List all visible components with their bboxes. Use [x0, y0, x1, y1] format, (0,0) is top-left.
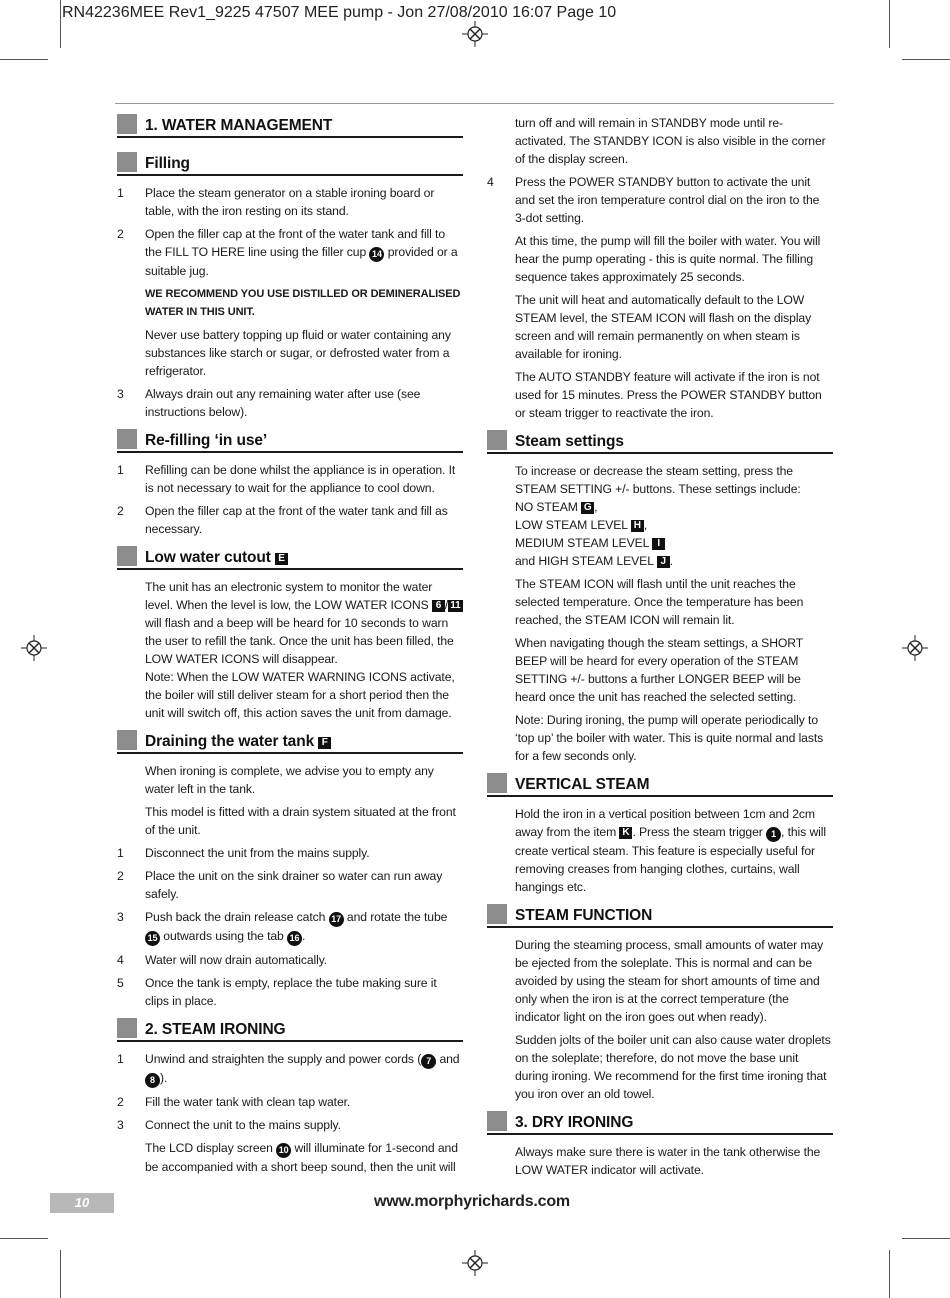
page-number: 10 — [50, 1193, 114, 1213]
title-text: Low water cutout — [145, 549, 271, 566]
part-ref-badge: 1 — [766, 827, 781, 842]
text-run: Push back the drain release catch — [145, 910, 326, 924]
text-run: will illuminate for 1-second and be accompanied with a short beep sound, then the unit will — [145, 1141, 458, 1174]
steam-level-line — [515, 498, 833, 516]
text-run: , — [643, 518, 648, 532]
title-text: Draining the water tank — [145, 733, 315, 750]
item-text — [145, 225, 463, 280]
crop-mark-bottom-right-v — [889, 1250, 890, 1298]
text-run: outwards using the tab — [163, 929, 284, 943]
list-item — [117, 502, 463, 538]
section-steam-function-heading — [487, 904, 833, 928]
list-item — [117, 225, 463, 280]
list-item — [117, 1050, 463, 1088]
section-dry-ironing-heading — [487, 1111, 833, 1135]
item-number: 1 — [117, 846, 124, 860]
text-run: To increase or decrease the steam setting, press the STEAM SETTING +/- buttons. These settings include: — [515, 464, 801, 496]
footer-url: www.morphyrichards.com — [374, 1193, 570, 1210]
print-header: RN42236MEE Rev1_9225 47507 MEE pump - Jon 27/08/2010 16:07 Page 10 — [62, 4, 617, 21]
paragraph: Note: During ironing, the pump will operate periodically to ‘top up’ the boiler with water. This is quite normal and lasts for a few seconds only. — [515, 713, 824, 763]
section-title: STEAM FUNCTION — [515, 907, 653, 924]
crop-mark-bottom-left-h — [0, 1238, 48, 1239]
item-text: Fill the water tank with clean tap water. — [145, 1095, 351, 1109]
item-number: 4 — [487, 175, 494, 189]
paragraph: The STEAM ICON will flash until the unit reaches the selected temperature. Once the temperature has been reached, the STEAM ICON will remain lit. — [515, 577, 804, 627]
heading-block-icon — [487, 1111, 507, 1131]
item-text: Place the steam generator on a stable ironing board or table, with the iron resting on its stand. — [145, 186, 435, 218]
list-item — [117, 844, 463, 862]
part-ref-badge: 16 — [287, 931, 302, 946]
registration-mark-bottom — [462, 1250, 488, 1276]
text-run: , this will create vertical steam. This feature is especially useful for removing creases from hanging clothes, curtains, wall hangings etc. — [515, 825, 826, 894]
heading-block-icon — [117, 429, 137, 449]
item-number: 5 — [117, 976, 124, 990]
warning-text: WE RECOMMEND YOU USE DISTILLED OR DEMINERALISED WATER IN THIS UNIT. — [145, 288, 461, 318]
paragraph: Note: When the LOW WATER WARNING ICONS activate, the boiler will still deliver steam for a short period then the unit will switch off, this action saves the unit from damage. — [145, 670, 455, 720]
item-number: 1 — [117, 1052, 124, 1066]
heading-block-icon — [487, 430, 507, 450]
section-title: Re-filling ‘in use’ — [145, 432, 268, 449]
figure-ref-badge: E — [275, 553, 288, 565]
part-ref-badge: 10 — [276, 1143, 291, 1158]
top-rule — [115, 103, 834, 104]
text-run: The LCD display screen — [145, 1141, 273, 1155]
part-ref-badge: 8 — [145, 1073, 160, 1088]
registration-mark-top — [462, 21, 488, 47]
text-run: will flash and a beep will be heard for 10 seconds to warn the user to refill the tank. Once the unit has been filled, the LOW WATER ICONS will disappear. — [145, 616, 454, 666]
paragraph: This model is fitted with a drain system situated at the front of the unit. — [145, 805, 456, 837]
item-text: Open the filler cap at the front of the water tank and fill as necessary. — [145, 504, 448, 536]
text-run: . — [669, 554, 674, 568]
registration-mark-right — [902, 635, 928, 661]
section-title: Steam settings — [515, 433, 624, 450]
item-number: 2 — [117, 227, 124, 241]
section-title: 3. DRY IRONING — [515, 1114, 634, 1131]
paragraph: The unit will heat and automatically default to the LOW STEAM level, the STEAM ICON will flash on the display screen and will remain permanently on when steam is available for ironing. — [515, 293, 812, 361]
item-text: Press the POWER STANDBY button to activate the unit and set the iron temperature control dial on the iron to the 3-dot setting. — [515, 175, 820, 225]
list-item — [117, 461, 463, 497]
item-number: 2 — [117, 1095, 124, 1109]
figure-ref-badge: G — [581, 502, 594, 514]
item-text — [145, 1050, 463, 1088]
item-text: Refilling can be done whilst the appliance is in operation. It is not necessary to wait for the appliance to cool down. — [145, 463, 456, 495]
text-run: and HIGH STEAM LEVEL — [515, 554, 654, 568]
paragraph: Always make sure there is water in the tank otherwise the LOW WATER indicator will activate. — [515, 1145, 821, 1177]
section-title — [145, 548, 288, 568]
heading-block-icon — [117, 730, 137, 750]
text-run: . — [302, 929, 306, 943]
section-title: VERTICAL STEAM — [515, 776, 650, 793]
paragraph: When ironing is complete, we advise you to empty any water left in the tank. — [145, 764, 434, 796]
list-item — [117, 1116, 463, 1134]
item-text: Connect the unit to the mains supply. — [145, 1118, 341, 1132]
section-refilling-heading — [117, 429, 463, 453]
item-text: Always drain out any remaining water after use (see instructions below). — [145, 387, 421, 419]
text-run: MEDIUM STEAM LEVEL — [515, 536, 649, 550]
text-run: Hold the iron in a vertical position between 1cm and 2cm away from the item — [515, 807, 815, 839]
text-run: . Press the steam trigger — [632, 825, 763, 839]
figure-ref-badge: I — [652, 538, 665, 550]
heading-block-icon — [487, 773, 507, 793]
item-text: Water will now drain automatically. — [145, 953, 328, 967]
section-vertical-steam-heading — [487, 773, 833, 797]
section-steam-settings-heading — [487, 430, 833, 454]
paragraph: The AUTO STANDBY feature will activate if the iron is not used for 15 minutes. Press the POWER STANDBY button or steam trigger to reactivate the iron. — [515, 370, 822, 420]
crop-mark-bottom-right-h — [902, 1238, 950, 1239]
heading-block-icon — [487, 904, 507, 924]
paragraph — [145, 1139, 463, 1176]
paragraph: When navigating though the steam settings, a SHORT BEEP will be heard for every operation of the STEAM SETTING +/- buttons a further LONGER BEEP will be heard once the unit has reached the selected setting. — [515, 636, 803, 704]
part-ref-badge: 14 — [369, 247, 384, 262]
paragraph: Sudden jolts of the boiler unit can also cause water droplets on the soleplate; therefore, do not move the base unit during ironing. We recommend for the first time ironing that you iron over an old towel. — [515, 1033, 831, 1101]
list-item — [117, 184, 463, 220]
text-run: provided or a suitable jug. — [145, 245, 458, 278]
list-item — [487, 173, 833, 227]
text-run: LOW STEAM LEVEL — [515, 518, 628, 532]
text-run: Unwind and straighten the supply and power cords ( — [145, 1052, 422, 1066]
heading-block-icon — [117, 152, 137, 172]
section-low-water-heading — [117, 546, 463, 570]
right-column — [487, 114, 833, 1184]
text-run: Open the filler cap at the front of the water tank and fill to the FILL TO HERE line using the filler cup — [145, 227, 446, 259]
registration-mark-left — [21, 635, 47, 661]
crop-mark-top-left-v — [60, 0, 61, 48]
heading-block-icon — [117, 1018, 137, 1038]
heading-block-icon — [117, 546, 137, 566]
item-number: 3 — [117, 387, 124, 401]
list-item — [117, 867, 463, 903]
item-number: 2 — [117, 504, 124, 518]
crop-mark-top-right-h — [902, 59, 950, 60]
section-filling-heading — [117, 152, 463, 176]
section-steam-ironing-heading — [117, 1018, 463, 1042]
list-item — [117, 908, 463, 946]
icon-ref-badge: 11 — [450, 600, 461, 611]
figure-ref-badge: F — [318, 737, 331, 749]
item-text — [145, 908, 463, 946]
steam-level-line — [515, 534, 833, 552]
list-item — [117, 974, 463, 1010]
part-ref-badge: 15 — [145, 931, 160, 946]
part-ref-badge: 7 — [421, 1054, 436, 1069]
figure-ref-badge: H — [631, 520, 644, 532]
paragraph — [515, 805, 833, 896]
item-text: Disconnect the unit from the mains supply. — [145, 846, 370, 860]
steam-level-line — [515, 516, 833, 534]
section-draining-heading — [117, 730, 463, 754]
item-text: Once the tank is empty, replace the tube making sure it clips in place. — [145, 976, 437, 1008]
left-column — [117, 114, 463, 1181]
item-number: 4 — [117, 953, 124, 967]
heading-block-icon — [117, 114, 137, 134]
section-title — [145, 732, 331, 752]
crop-mark-top-right-v — [889, 0, 890, 48]
steam-level-line — [515, 552, 833, 570]
paragraph — [515, 462, 833, 570]
text-run: and rotate the tube — [346, 910, 448, 924]
text-run: , — [594, 500, 598, 514]
item-number: 3 — [117, 1118, 124, 1132]
list-item — [117, 385, 463, 421]
item-text: Place the unit on the sink drainer so water can run away safely. — [145, 869, 443, 901]
section-title: 1. WATER MANAGEMENT — [145, 117, 333, 134]
paragraph: Never use battery topping up fluid or water containing any substances like starch or sugar, or defrosted water from a refrigerator. — [145, 328, 451, 378]
text-run: The unit has an electronic system to monitor the water level. When the level is low, the LOW WATER ICONS — [145, 580, 433, 612]
crop-mark-top-left-h — [0, 59, 48, 60]
paragraph: During the steaming process, small amounts of water may be ejected from the soleplate. This is normal and can be avoided by using the steam for short amounts of time and only when the iron is at the correct temperature (the indicator light on the iron goes out when ready). — [515, 938, 824, 1024]
section-title: 2. STEAM IRONING — [145, 1021, 286, 1038]
figure-ref-badge: K — [619, 827, 632, 839]
text-run: / — [444, 598, 449, 612]
list-item — [117, 1093, 463, 1111]
section-title: Filling — [145, 155, 190, 172]
paragraph: turn off and will remain in STANDBY mode until re-activated. The STANDBY ICON is also visible in the corner of the display screen. — [515, 116, 826, 166]
section-water-management-heading — [117, 114, 463, 138]
paragraph — [145, 578, 463, 668]
icon-ref-badge: 6 — [432, 600, 445, 612]
item-number: 2 — [117, 869, 124, 883]
text-run: ). — [160, 1071, 168, 1085]
list-item — [117, 951, 463, 969]
part-ref-badge: 17 — [329, 912, 344, 927]
text-run: and — [439, 1052, 460, 1066]
text-run: NO STEAM — [515, 500, 578, 514]
item-number: 1 — [117, 186, 124, 200]
item-number: 3 — [117, 910, 124, 924]
item-number: 1 — [117, 463, 124, 477]
paragraph: At this time, the pump will fill the boiler with water. You will hear the pump operating - this is quite normal. The filling sequence takes approximately 25 seconds. — [515, 234, 821, 284]
crop-mark-bottom-left-v — [60, 1250, 61, 1298]
figure-ref-badge: J — [657, 556, 670, 568]
